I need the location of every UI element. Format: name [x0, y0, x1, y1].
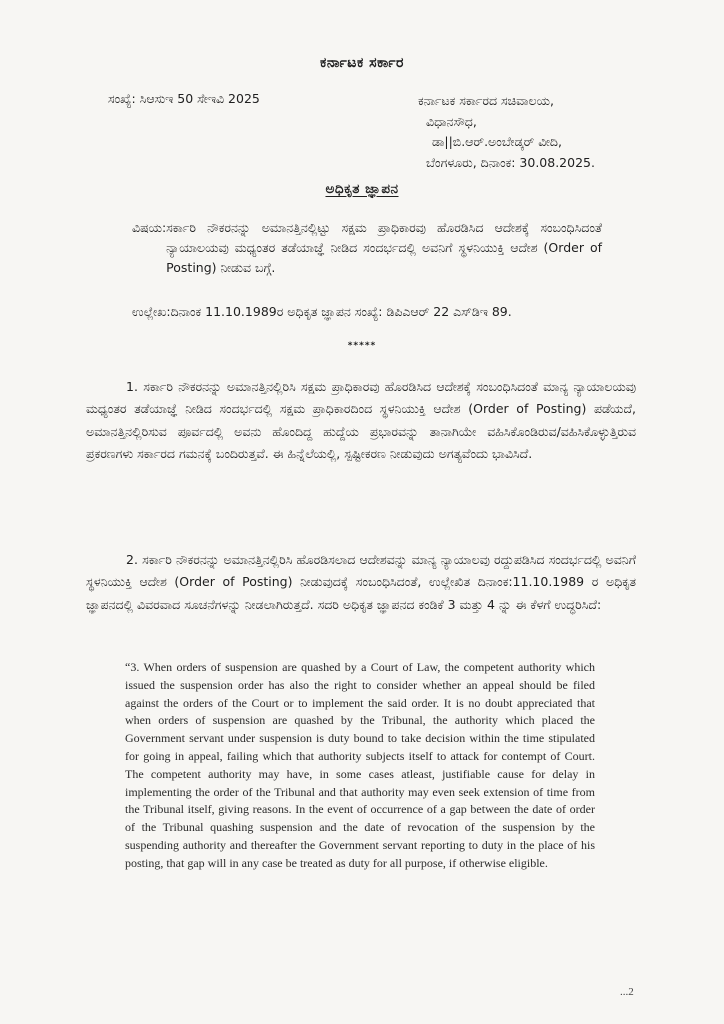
address-line: ಕರ್ನಾಟಕ ಸರ್ಕಾರದ ಸಚಿವಾಲಯ,	[418, 93, 554, 108]
memo-heading-text: ಅಧಿಕೃತ ಜ್ಞಾಪನ	[325, 181, 399, 197]
reference-number: ಸಂಖ್ಯೆ: ಸಿಆಸುಇ 50 ಸೇಇವಿ 2025	[108, 91, 260, 106]
reference-text: ದಿನಾಂಕ 11.10.1989ರ ಅಧಿಕೃತ ಜ್ಞಾಪನ ಸಂಖ್ಯೆ: ಡಿಪಿಎಆರ್ 22 ಎಸ್‌ಡಿಇ 89.	[170, 304, 512, 319]
reference-block	[132, 302, 602, 322]
subject-text: ಸರ್ಕಾರಿ ನೌಕರನನ್ನು ಅಮಾನತ್ತಿನಲ್ಲಿಟ್ಟು ಸಕ್ಷಮ ಪ್ರಾಧಿಕಾರವು ಹೊರಡಿಸಿದ ಆದೇಶಕ್ಕೆ ಸಂಬಂಧಿಸಿದಂತೆ ನ್ಯಾಯಾಲಯವು ಮಧ್ಯಂತರ ತಡೆಯಾಜ್ಞೆ ನೀಡಿದ ಸಂದರ್ಭದಲ್ಲಿ ಅವನಿಗೆ ಸ್ಥಳನಿಯುಕ್ತಿ ಆದೇಶ (Order of Posting) ನೀಡುವ ಬಗ್ಗೆ.	[166, 220, 602, 275]
quoted-paragraph: “3. When orders of suspension are quashed by a Court of Law, the competent authority which issued the suspension order has also the right to consider whether an appeal should be filed against the orders of the Court or to implement the said order. It is no doubt appreciated that when orders of suspension are quashed by the Tribunal, the authority which placed the Government servant under suspension is duty bound to take decision within the time stipulated for going in appeal, failing which that authority subjects itself to attack for contempt of Court. The competent authority may have, in some cases atleast, justifiable cause for delay in implementing the order of the Tribunal and that authority may even seek extension of time from the Tribunal itself, giving reasons. In the event of occurrence of a gap between the date of order of the Tribunal quashing suspension and the date of revocation of the suspension by the suspending authority and thereafter the Government servant reporting to duty in the place of his posting, that gap will in any case be treated as duty for all purpose, if otherwise eligible.	[125, 660, 595, 870]
reference-label: ಉಲ್ಲೇಖ:	[132, 304, 171, 319]
paragraph-2: 2. ಸರ್ಕಾರಿ ನೌಕರನನ್ನು ಅಮಾನತ್ತಿನಲ್ಲಿರಿಸಿ ಹೊರಡಿಸಲಾದ ಆದೇಶವನ್ನು ಮಾನ್ಯ ನ್ಯಾಯಾಲವು ರದ್ದುಪಡಿಸಿದ ಸಂದರ್ಭದಲ್ಲಿ ಅವನಿಗೆ ಸ್ಥಳನಿಯುಕ್ತಿ ಆದೇಶ (Order of Posting) ನೀಡುವುದಕ್ಕೆ ಸಂಬಂಧಿಸಿದಂತೆ, ಉಲ್ಲೇಖಿತ ದಿನಾಂಕ:11.10.1989 ರ ಅಧಿಕೃತ ಜ್ಞಾಪನದಲ್ಲಿ ವಿವರವಾದ ಸೂಚನೆಗಳನ್ನು ನೀಡಲಾಗಿರುತ್ತದೆ. ಸದರಿ ಅಧಿಕೃತ ಜ್ಞಾಪನದ ಕಂಡಿಕೆ 3 ಮತ್ತು 4 ನ್ನು ಈ ಕೆಳಗೆ ಉದ್ಧರಿಸಿದೆ:	[86, 552, 636, 612]
office-address	[418, 91, 595, 173]
address-line: ವಿಧಾನಸೌಧ,	[426, 113, 477, 129]
address-date-line: ಬೆಂಗಳೂರು, ದಿನಾಂಕ: 30.08.2025.	[426, 154, 595, 170]
separator: *****	[347, 341, 377, 351]
subject-block	[132, 218, 602, 278]
page-number: ...2	[620, 986, 634, 998]
address-line: ಡಾ||ಬಿ.ಆರ್.ಅಂಬೇಡ್ಕರ್ ವೀದಿ,	[432, 134, 562, 149]
memo-heading	[0, 181, 724, 197]
subject-label: ವಿಷಯ:	[132, 220, 167, 235]
government-title: ಕರ್ನಾಟಕ ಸರ್ಕಾರ	[320, 55, 404, 71]
paragraph-1: 1. ಸರ್ಕಾರಿ ನೌಕರನನ್ನು ಅಮಾನತ್ತಿನಲ್ಲಿರಿಸಿ ಸಕ್ಷಮ ಪ್ರಾಧಿಕಾರವು ಹೊರಡಿಸಿದ ಆದೇಶಕ್ಕೆ ಸಂಬಂಧಿಸಿದಂತೆ ಮಾನ್ಯ ನ್ಯಾಯಾಲಯವು ಮಧ್ಯಂತರ ತಡೆಯಾಜ್ಞೆ ನೀಡಿದ ಸಂದರ್ಭದಲ್ಲಿ ಸಕ್ಷಮ ಪ್ರಾಧಿಕಾರದಿಂದ ಸ್ಥಳನಿಯುಕ್ತಿ ಆದೇಶ (Order of Posting) ಪಡೆಯದೆ, ಅಮಾನತ್ತಿನಲ್ಲಿರಿಸುವ ಪೂರ್ವದಲ್ಲಿ ಅವನು ಹೊಂದಿದ್ದ ಹುದ್ದೆಯ ಪ್ರಭಾರವನ್ನು ತಾನಾಗಿಯೇ ವಹಿಸಿಕೊಂಡಿರುವ/ವಹಿಸಿಕೊಳ್ಳುತ್ತಿರುವ ಪ್ರಕರಣಗಳು ಸರ್ಕಾರದ ಗಮನಕ್ಕೆ ಬಂದಿರುತ್ತವೆ. ಈ ಹಿನ್ನೆಲೆಯಲ್ಲಿ, ಸ್ಪಷ್ಟೀಕರಣ ನೀಡುವುದು ಅಗತ್ಯವೆಂದು ಭಾವಿಸಿದೆ.	[86, 379, 636, 461]
